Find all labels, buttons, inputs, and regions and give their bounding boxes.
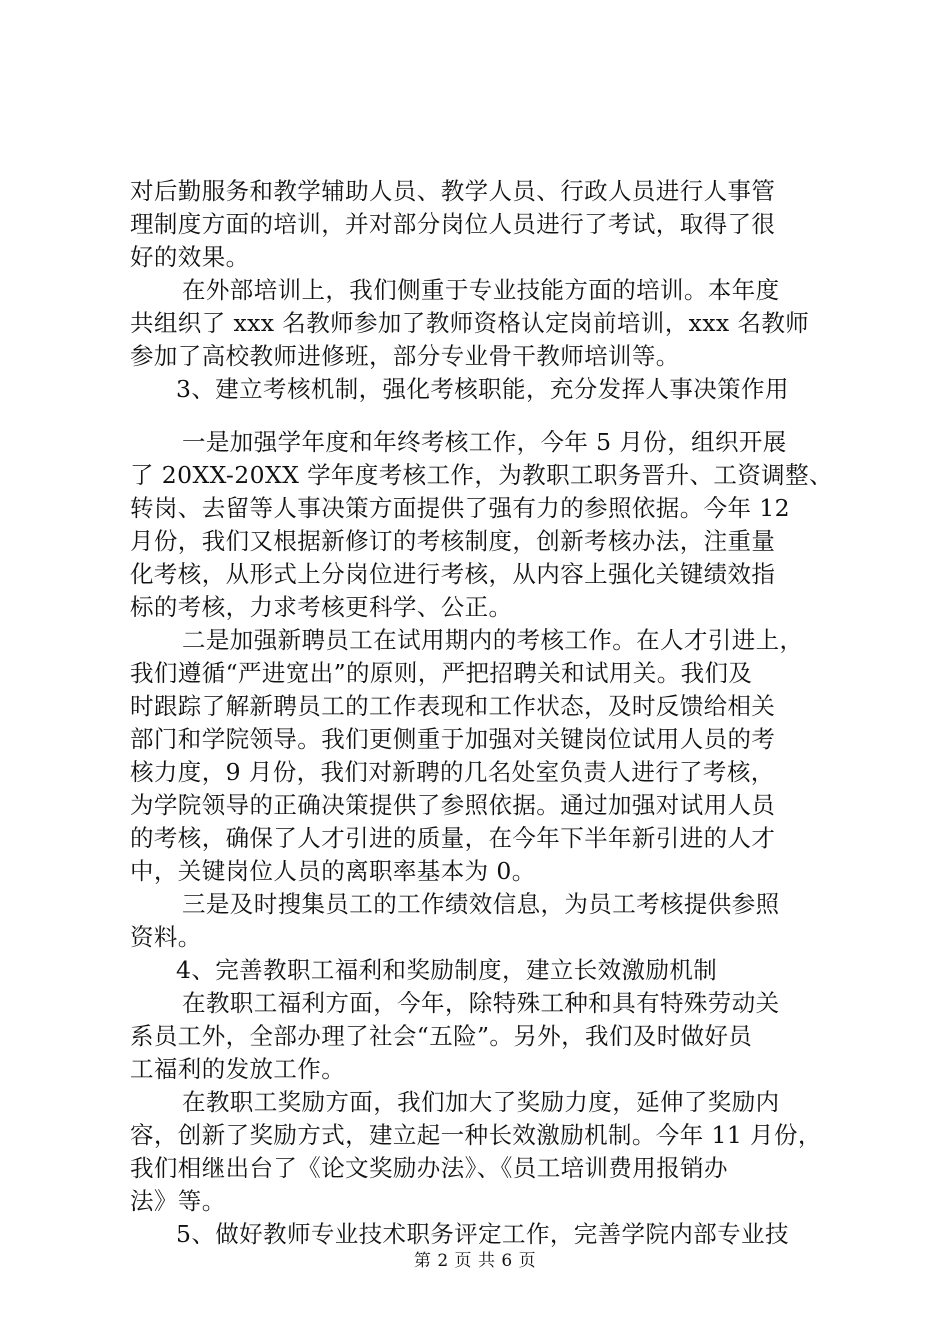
text-line: 资料。 xyxy=(130,923,202,951)
text-line: 共组织了 xxx 名教师参加了教师资格认定岗前培训，xxx 名教师 xyxy=(130,309,810,337)
text-line: 好的效果。 xyxy=(130,243,250,271)
text-line: 参加了高校教师进修班，部分专业骨干教师培训等。 xyxy=(130,342,680,370)
text-line: 我们遵循“严进宽出”的原则，严把招聘关和试用关。我们及 xyxy=(130,659,753,687)
text-line: 标的考核，力求考核更科学、公正。 xyxy=(130,593,513,621)
text-line: 一是加强学年度和年终考核工作，今年 5 月份，组织开展 xyxy=(182,428,787,456)
text-line: 时跟踪了解新聘员工的工作表现和工作状态，及时反馈给相关 xyxy=(130,692,776,720)
text-line: 法》等。 xyxy=(130,1187,226,1215)
text-line: 三是及时搜集员工的工作绩效信息，为员工考核提供参照 xyxy=(182,890,780,918)
section-heading: 4、完善教职工福利和奖励制度，建立长效激励机制 xyxy=(176,956,718,984)
text-line: 了 20XX-20XX 学年度考核工作，为教职工职务晋升、工资调整、 xyxy=(130,461,833,489)
text-line: 为学院领导的正确决策提供了参照依据。通过加强对试用人员 xyxy=(130,791,776,819)
text-line: 转岗、去留等人事决策方面提供了强有力的参照依据。今年 12 xyxy=(130,494,790,522)
text-line: 二是加强新聘员工在试用期内的考核工作。在人才引进上， xyxy=(182,626,804,654)
section-heading: 3、建立考核机制，强化考核职能，充分发挥人事决策作用 xyxy=(176,375,789,403)
text-line: 的考核，确保了人才引进的质量，在今年下半年新引进的人才 xyxy=(130,824,776,852)
section-heading: 5、做好教师专业技术职务评定工作，完善学院内部专业技 xyxy=(176,1220,789,1248)
text-line: 中，关键岗位人员的离职率基本为 0。 xyxy=(130,857,536,885)
text-line: 理制度方面的培训，并对部分岗位人员进行了考试，取得了很 xyxy=(130,210,776,238)
page-footer: 第 2 页 共 6 页 xyxy=(413,1251,537,1271)
text-line: 月份，我们又根据新修订的考核制度，创新考核办法，注重量 xyxy=(130,527,776,555)
text-line: 部门和学院领导。我们更侧重于加强对关键岗位试用人员的考 xyxy=(130,725,776,753)
text-line: 在教职工奖励方面，我们加大了奖励力度，延伸了奖励内 xyxy=(182,1088,780,1116)
text-line: 容，创新了奖励方式，建立起一种长效激励机制。今年 11 月份， xyxy=(130,1121,822,1149)
text-line: 化考核，从形式上分岗位进行考核，从内容上强化关键绩效指 xyxy=(130,560,776,588)
text-line: 在外部培训上，我们侧重于专业技能方面的培训。本年度 xyxy=(182,276,780,304)
text-line: 核力度，9 月份，我们对新聘的几名处室负责人进行了考核， xyxy=(130,758,775,786)
text-line: 系员工外，全部办理了社会“五险”。另外，我们及时做好员 xyxy=(130,1022,753,1050)
text-line: 在教职工福利方面，今年，除特殊工种和具有特殊劳动关 xyxy=(182,989,780,1017)
text-line: 工福利的发放工作。 xyxy=(130,1055,346,1083)
text-line: 我们相继出台了《论文奖励办法》、《员工培训费用报销办 xyxy=(130,1154,728,1182)
text-line: 对后勤服务和教学辅助人员、教学人员、行政人员进行人事管 xyxy=(130,177,776,205)
